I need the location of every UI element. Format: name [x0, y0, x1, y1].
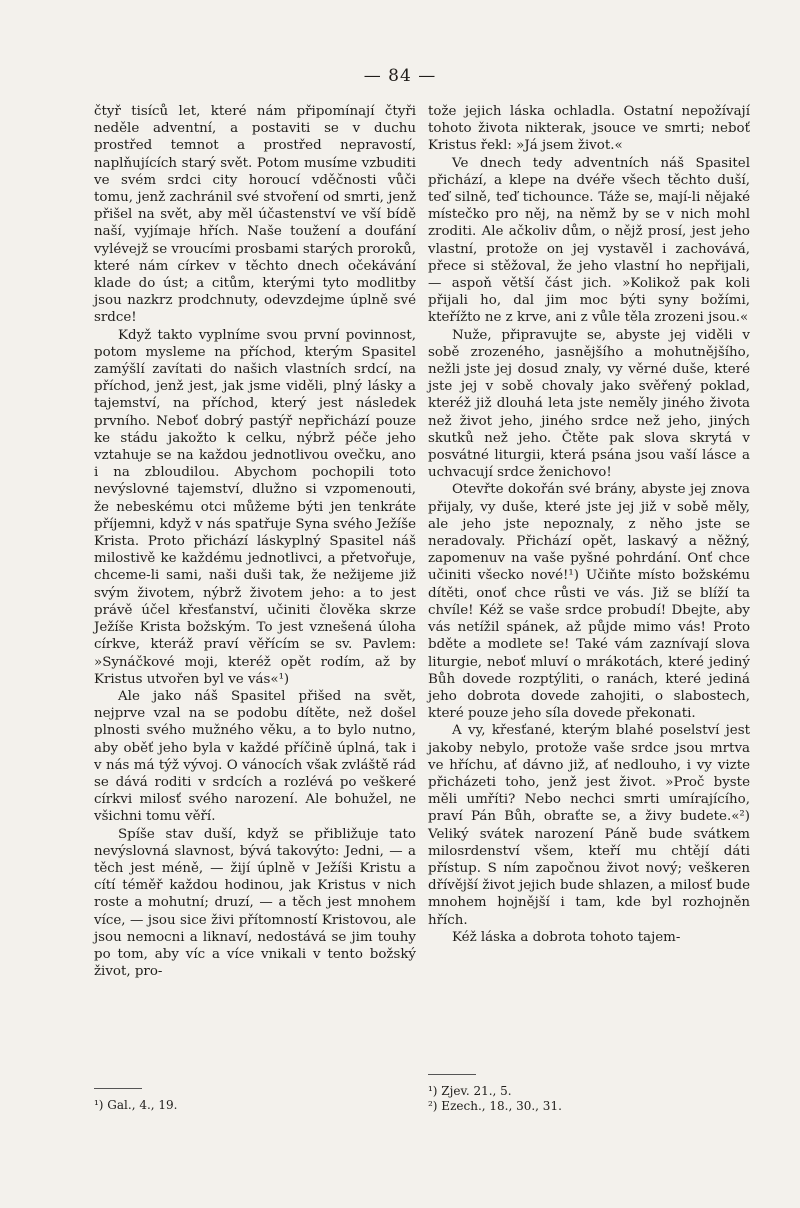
paragraph: Spíše stav duší, když se přibližuje tato nevýslovná slavnost, bývá takovýto: Jedni, — a těch jest méně, — žijí úplně v Ježíši Kristu a cítí téměř každou hodinou, jak Kristus v nich roste a mohutní; druzí, — a těch jest mnohem více, — jsou sice živi přítomností Kristovou, ale jsou nemocni a liknaví, nedostává se jim touhy po tom, aby víc a více vnikali v tento božský život, pro- — [94, 826, 416, 980]
footnote: ¹) Zjev. 21., 5. — [428, 1084, 512, 1098]
paragraph: Když takto vyplníme svou první povinnost, potom mysleme na příchod, kterým Spasitel zamýšlí zavítati do našich vlastních srdcí, na příchod, jenž jest, jak jsme viděli, plný lásky a tajemství, na příchod, který jest následek prvního. Neboť dobrý pastýř nepřichází pouze ke stádu jakožto k celku, nýbrž péče jeho vztahuje se na každou jednotlivou ovečku, ano i na zbloudilou. Abychom pochopili toto nevýslovné tajemství, dlužno si vzpomenouti, že nebeskému otci můžeme býti jen tenkráte příjemni, když v nás spatřuje Syna svého Ježíše Krista. Proto přichází láskyplný Spasitel náš milostivě ke každému jednotlivci, a přetvořuje, chceme-li sami, naši duši tak, že nežijeme již svým životem, nýbrž životem jeho: a to jest právě účel křesťanství, učiniti člověka skrze Ježíše Krista božským. To jest vznešená úloha církve, kteráž praví věřícím se sv. Pavlem: »Synáčkové moji, kteréž opět rodím, až by Kristus utvořen byl ve vás«¹) — [94, 327, 416, 687]
paragraph: Otevřte dokořán své brány, abyste jej znova přijaly, vy duše, které jste jej již v sobě měly, ale jeho jste nepoznaly, z něho jste se neradovaly. Přichází opět, laskavý a něžný, zapomenuv na vaše pyšné pohrdání. Onť chce učiniti všecko nové!¹) Učiňte místo božskému dítěti, onoť chce růsti ve vás. Již se blíží ta chvíle! Kéž se vaše srdce probudí! Dbejte, aby vás netížil spánek, až půjde mimo vás! Proto bděte a modlete se! Také vám zaznívají slova liturgie, neboť mluví o mrákotách, které jediný Bůh dovede rozptýliti, o ranách, které jediná jeho dobrota dovede zahojiti, o slabostech, které pouze jeho síla dovede překonati. — [428, 482, 750, 722]
paragraph: Ve dnech tedy adventních náš Spasitel přichází, a klepe na dvéře všech těchto duší, teď silně, teď tichounce. Táže se, mají-li nějaké místečko pro něj, na němž by se v nich mohl zroditi. Ale ačkoliv dům, o nějž prosí, jest jeho vlastní, protože on jej vystavěl i zachovává, přece si stěžoval, že jeho vlastní ho nepřijali, — aspoň větší část jich. »Kolikož pak koli přijali ho, dal jim moc býti syny božími, kteřížto ne z krve, ani z vůle těla zrozeni jsou.« — [428, 155, 750, 326]
paragraph: Ale jako náš Spasitel přišed na svět, nejprve vzal na se podobu dítěte, než došel plnosti svého mužného věku, a to bylo nutno, aby oběť jeho byla v každé příčině úplná, tak i v nás má týž vývoj. O vánocích však zvláště rád se dává roditi v srdcích a rozlévá po veškeré církvi milosť svého narození. Ale bohužel, ne všichni tomu věří. — [94, 688, 416, 825]
paragraph: Kéž láska a dobrota tohoto tajem- — [452, 929, 681, 945]
left-column — [94, 103, 416, 980]
paragraph: čtyř tisíců let, které nám připomínají čtyři neděle adventní, a postaviti se v duchu prostřed temnot a prostřed nepravostí, naplňujících starý svět. Potom musíme vzbuditi ve svém srdci city horoucí vděčnosti vůči tomu, jenž zachránil své stvoření od smrti, jenž přišel na svět, aby měl účastenství ve vší bídě naší, vyjímaje hřích. Naše toužení a doufání vylévejž se vroucími prosbami starých proroků, které nám církev v těchto dnech očekávání klade do úst; a citům, kterými tyto modlitby jsou nazkrz prodchnuty, odevzdejme úplně své srdce! — [94, 104, 416, 326]
footnote: ¹) Gal., 4., 19. — [94, 1098, 178, 1112]
paragraph: tože jejich láska ochladla. Ostatní nepožívají tohoto života nikterak, jsouce ve smrti; neboť Kristus řekl: »Já jsem život.« — [428, 104, 750, 154]
footnotes — [428, 1084, 562, 1114]
paragraph: Nuže, připravujte se, abyste jej viděli v sobě zrozeného, jasnějšího a mohutnějšího, nežli jste jej dosud znaly, vy věrné duše, které jste jej v sobě chovaly jako svěřený poklad, kteréž již dlouhá leta jste neměly jiného života než život jeho, jiného srdce než jeho, jiných skutků než jeho. Čtěte pak slova skrytá v posvátné liturgii, která psána jsou vaší lásce a uchvacují srdce ženichovo! — [428, 327, 750, 481]
paragraph: A vy, křesťané, kterým blahé poselství jest jakoby nebylo, protože vaše srdce jsou mrtva ve hříchu, ať dávno již, ať nedlouho, i vy vizte přicházeti toho, jenž jest život. »Proč byste měli umříti? Nebo nechci smrti umírajícího, praví Pán Bůh, obraťte se, a živy budete.«²) Veliký svátek narození Páně bude svátkem milosrdenství všem, kteří mu chtějí dáti přístup. S ním započnou život nový; veškeren dřívější život jejich bude shlazen, a milosť bude mnohem hojnější i tam, kde byl rozhojněn hřích. — [428, 723, 750, 928]
right-column — [428, 103, 750, 946]
footnote-divider — [428, 1074, 476, 1075]
footnote-divider — [94, 1088, 142, 1089]
footnote: ²) Ezech., 18., 30., 31. — [428, 1099, 562, 1113]
page-number: — 84 — — [363, 66, 437, 86]
